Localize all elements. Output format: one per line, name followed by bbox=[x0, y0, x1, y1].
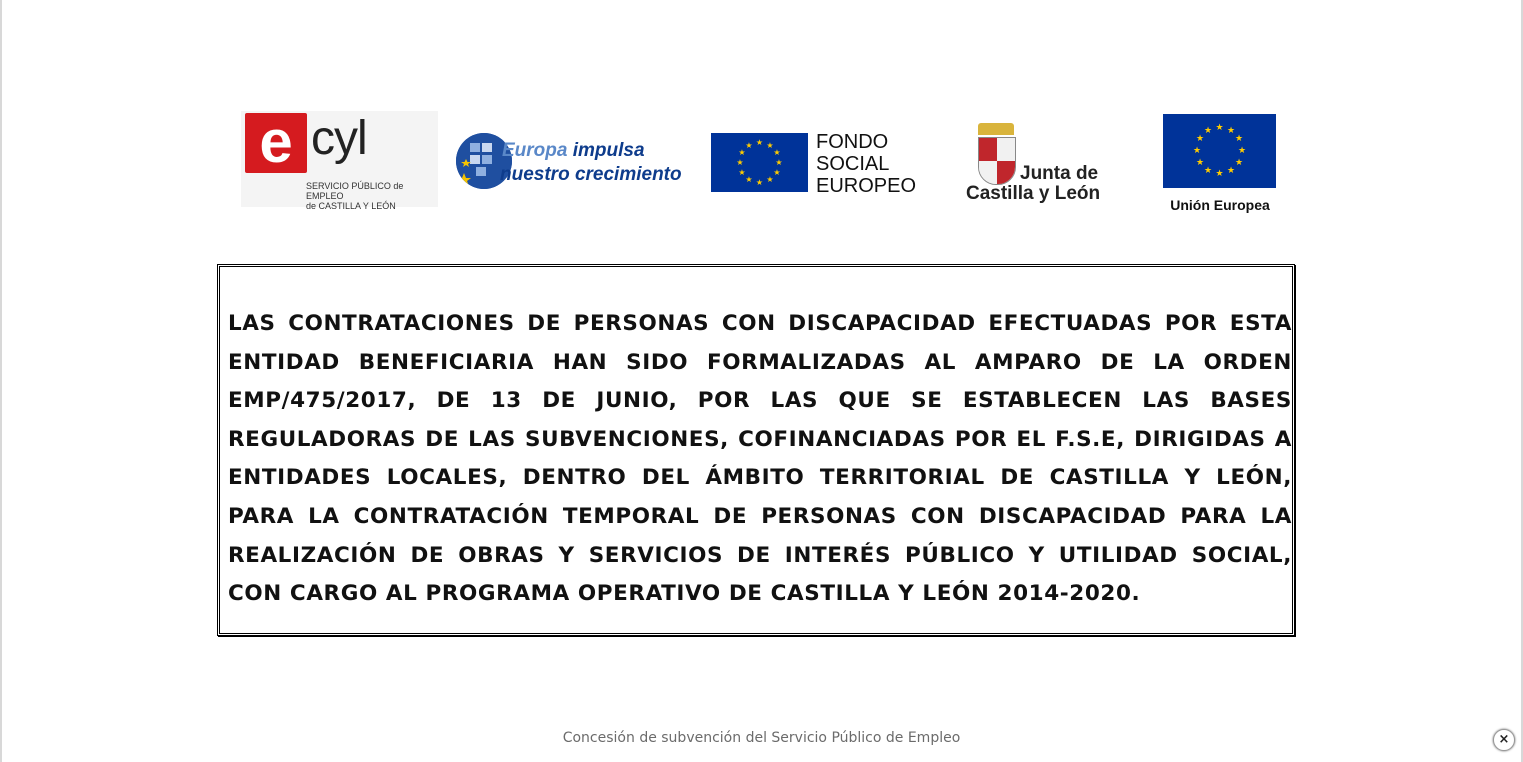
close-button[interactable]: × bbox=[1493, 729, 1515, 751]
fondo-social-europeo-logo bbox=[711, 131, 926, 195]
svg-text:★: ★ bbox=[1195, 134, 1205, 144]
svg-text:★: ★ bbox=[1226, 126, 1236, 136]
ecyl-logo-wordmark: cyl bbox=[311, 112, 367, 165]
svg-text:★: ★ bbox=[766, 141, 774, 150]
svg-text:★: ★ bbox=[1234, 158, 1244, 168]
svg-text:★: ★ bbox=[773, 148, 781, 157]
lightbox-caption: Concesión de subvención del Servicio Público de Empleo bbox=[562, 730, 961, 746]
svg-text:★: ★ bbox=[745, 141, 753, 150]
svg-text:★: ★ bbox=[1215, 169, 1224, 179]
svg-text:★: ★ bbox=[736, 158, 744, 167]
eu-flag-icon bbox=[711, 133, 808, 192]
svg-text:★: ★ bbox=[1195, 158, 1205, 168]
svg-text:★: ★ bbox=[1192, 146, 1202, 156]
ecyl-logo bbox=[241, 108, 438, 211]
svg-text:★: ★ bbox=[1215, 123, 1224, 133]
subsidy-notice-text: LAS CONTRATACIONES DE PERSONAS CON DISCAPACIDAD EFECTUADAS POR ESTA ENTIDAD BENEFICIARIA HAN SIDO FORMALIZADAS AL AMPARO DE LA ORDEN EMP/475/2017, DE 13 DE JUNIO, POR LAS QUE SE ESTABLECEN LAS BASES REGULADORAS DE LAS SUBVENCIONES, COFINANCIADAS POR EL F.S.E, DIRIGIDAS A ENTIDADES LOCALES, DENTRO DEL ÁMBITO TERRITORIAL DE CASTILLA Y LEÓN, PARA LA CONTRATACIÓN TEMPORAL DE PERSONAS CON DISCAPACIDAD PARA LA REALIZACIÓN DE OBRAS Y SERVICIOS DE INTERÉS PÚBLICO Y UTILIDAD SOCIAL, CON CARGO AL PROGRAMA OPERATIVO DE CASTILLA Y LEÓN 2014-2020. bbox=[228, 311, 1292, 607]
svg-text:★: ★ bbox=[755, 178, 764, 187]
subsidy-notice-box bbox=[217, 264, 1295, 636]
svg-text:★: ★ bbox=[775, 158, 783, 167]
svg-text:★: ★ bbox=[1234, 134, 1244, 144]
fse-logo-text bbox=[816, 131, 916, 197]
ecyl-logo-mark: e bbox=[245, 113, 307, 173]
fse-line1: FONDO bbox=[816, 131, 889, 153]
union-europea-logo bbox=[1162, 114, 1278, 214]
junta-castilla-leon-logo bbox=[964, 121, 1109, 207]
europa-logo-line2: nuestro crecimiento bbox=[500, 164, 682, 185]
svg-text:★: ★ bbox=[1226, 166, 1236, 176]
europa-logo-word1: Europa bbox=[502, 140, 568, 161]
ecyl-subtitle-line2: de CASTILLA Y LEÓN bbox=[306, 201, 396, 211]
junta-logo-line2: Castilla y León bbox=[966, 183, 1101, 204]
ecyl-logo-subtitle bbox=[306, 181, 436, 211]
europa-logo-word2: impulsa bbox=[572, 140, 645, 161]
svg-text:★: ★ bbox=[1237, 146, 1247, 156]
svg-text:★: ★ bbox=[1203, 126, 1213, 136]
svg-text:★: ★ bbox=[745, 175, 753, 184]
svg-text:★: ★ bbox=[755, 138, 764, 147]
svg-text:★: ★ bbox=[1203, 166, 1213, 176]
svg-text:★: ★ bbox=[773, 168, 781, 177]
junta-logo-line1: Junta de bbox=[1020, 163, 1099, 184]
europa-logo-line1 bbox=[502, 140, 645, 162]
ue-logo-label: Unión Europea bbox=[1170, 197, 1270, 213]
crown-icon bbox=[978, 123, 1014, 135]
europa-impulsa-logo bbox=[456, 131, 696, 193]
logo-strip bbox=[0, 0, 1523, 240]
ecyl-subtitle-line1: SERVICIO PÚBLICO de EMPLEO bbox=[306, 181, 404, 201]
svg-text:★: ★ bbox=[766, 175, 774, 184]
fse-line2: SOCIAL bbox=[816, 153, 890, 175]
coat-of-arms-icon bbox=[978, 137, 1016, 185]
svg-text:★: ★ bbox=[738, 168, 746, 177]
fse-line3: EUROPEO bbox=[816, 175, 917, 197]
svg-text:★: ★ bbox=[738, 148, 746, 157]
eu-flag-icon bbox=[1163, 114, 1276, 188]
